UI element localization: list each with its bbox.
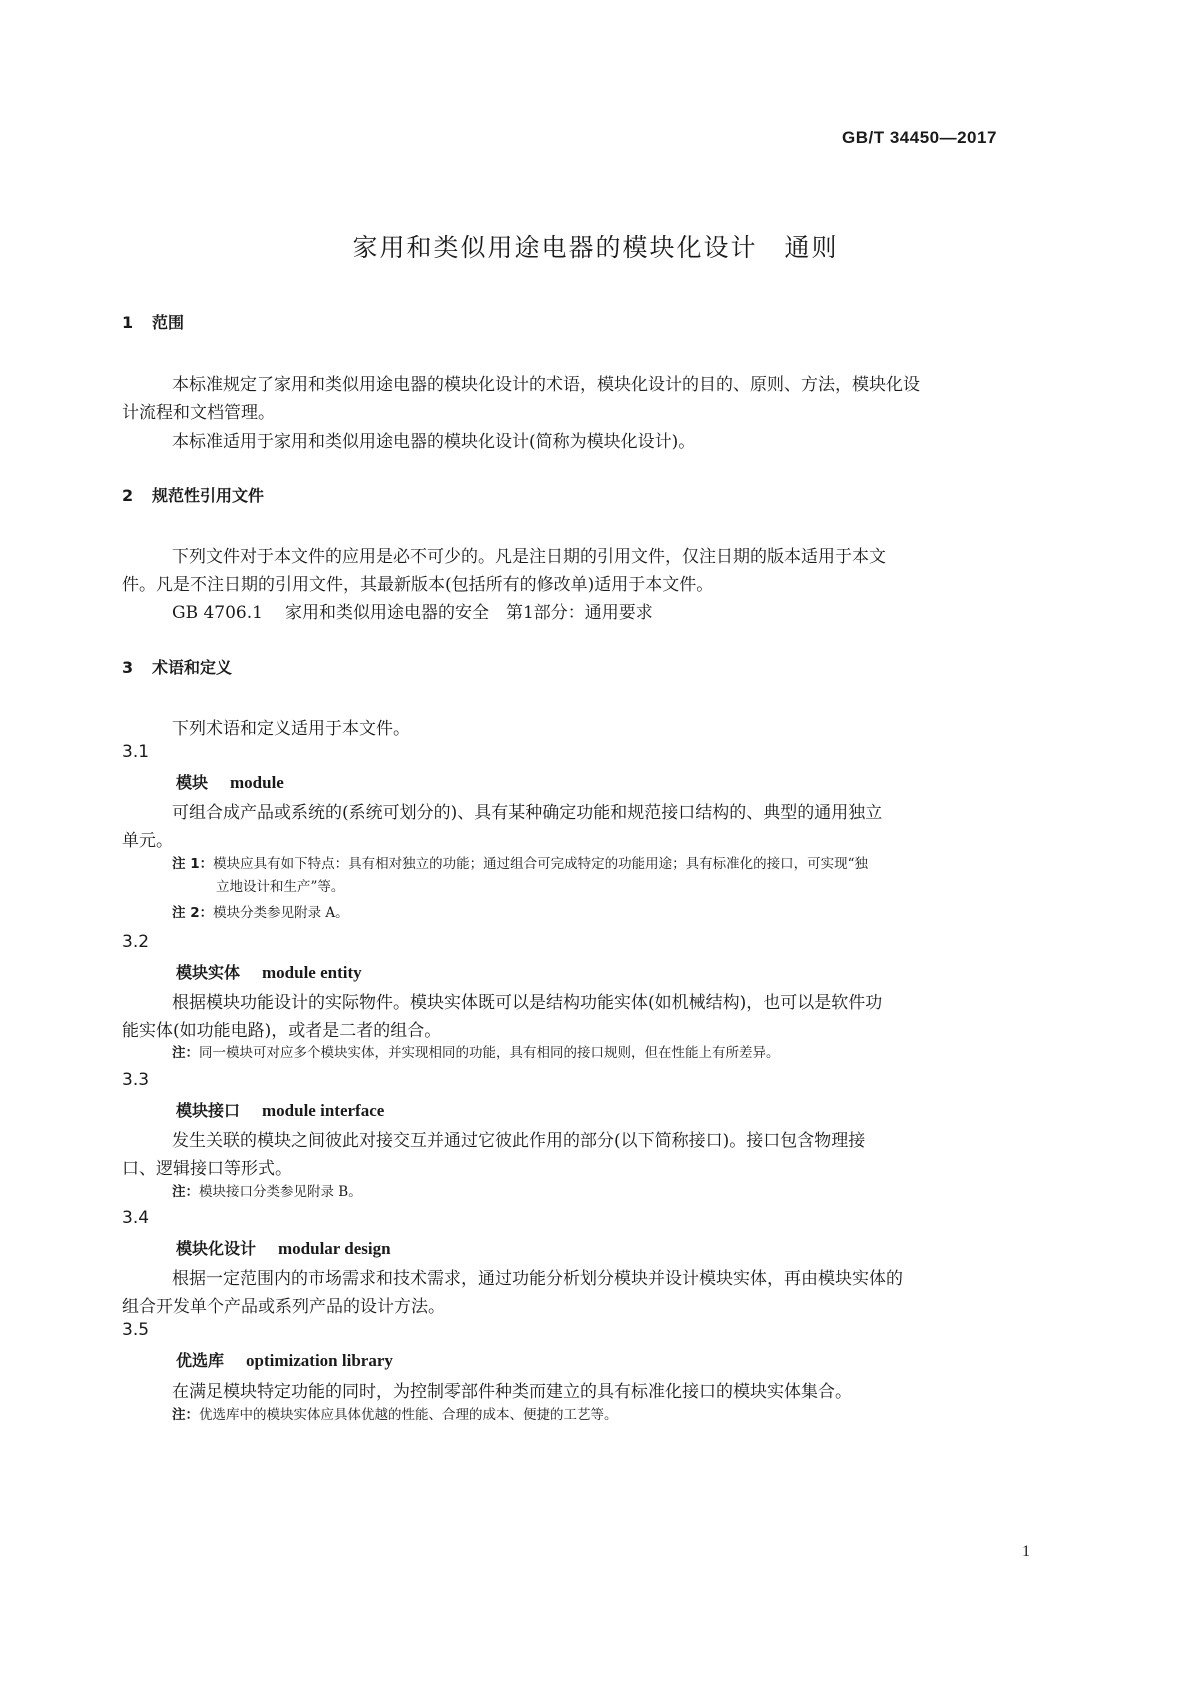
section-2-heading: [122, 483, 264, 506]
paragraph-line: 本标准规定了家用和类似用途电器的模块化设计的术语，模块化设计的目的、原则、方法，模块化设: [172, 375, 920, 395]
note-continuation: 立地设计和生产”等。: [216, 879, 345, 895]
section-3-heading: [122, 655, 232, 678]
term-en: module entity: [262, 963, 362, 982]
clause-number: 3.2: [122, 932, 150, 952]
term-heading: [176, 1098, 384, 1121]
note: [172, 1404, 618, 1427]
paragraph-line: 件。凡是不注日期的引用文件，其最新版本(包括所有的修改单)适用于本文件。: [122, 575, 714, 595]
standard-code: GB/T 34450—2017: [842, 128, 997, 147]
reference-code: GB 4706.1: [172, 603, 263, 623]
note-label: 注：: [172, 1407, 199, 1423]
note-label: 注：: [172, 1184, 199, 1200]
clause-number: 3.3: [122, 1070, 150, 1090]
note-label: 注 1：: [172, 856, 214, 872]
definition-line: 能实体(如功能电路)，或者是二者的组合。: [122, 1021, 442, 1041]
section-1-heading: [122, 310, 184, 333]
section-number: 3: [122, 658, 134, 677]
term-en: modular design: [278, 1239, 391, 1258]
page-number: 1: [1022, 1543, 1030, 1560]
clause-number: 3.1: [122, 742, 150, 762]
clause-number: 3.5: [122, 1320, 150, 1340]
document-title: 家用和类似用途电器的模块化设计 通则: [352, 233, 839, 262]
paragraph-line: 下列文件对于本文件的应用是必不可少的。凡是注日期的引用文件，仅注日期的版本适用于本文: [172, 547, 886, 567]
definition-line: 可组合成产品或系统的(系统可划分的)、具有某种确定功能和规范接口结构的、典型的通用独立: [172, 803, 883, 823]
section-number: 2: [122, 486, 134, 505]
term-zh: 模块实体: [176, 963, 241, 982]
term-zh: 模块化设计: [176, 1239, 257, 1258]
note: [172, 902, 349, 925]
note-text: 优选库中的模块实体应具体优越的性能、合理的成本、便捷的工艺等。: [199, 1407, 618, 1423]
paragraph: 下列术语和定义适用于本文件。: [172, 719, 410, 739]
term-heading: [176, 770, 284, 793]
note: [172, 853, 868, 876]
definition-line: 在满足模块特定功能的同时，为控制零部件种类而建立的具有标准化接口的模块实体集合。: [172, 1382, 852, 1402]
note: [172, 1181, 362, 1204]
term-zh: 优选库: [176, 1351, 225, 1370]
paragraph: 本标准适用于家用和类似用途电器的模块化设计(简称为模块化设计)。: [172, 432, 696, 452]
section-number: 1: [122, 313, 134, 332]
note-label: 注 2：: [172, 905, 214, 921]
term-zh: 模块: [176, 773, 209, 792]
term-heading: [176, 1348, 393, 1371]
note-text: 模块接口分类参见附录 B。: [199, 1184, 362, 1200]
definition-line: 根据一定范围内的市场需求和技术需求，通过功能分析划分模块并设计模块实体，再由模块实体的: [172, 1269, 903, 1289]
section-title: 术语和定义: [152, 658, 233, 677]
term-heading: [176, 960, 362, 983]
definition-line: 组合开发单个产品或系列产品的设计方法。: [122, 1297, 445, 1317]
clause-number: 3.4: [122, 1208, 150, 1228]
term-en: module interface: [262, 1101, 385, 1120]
term-en: optimization library: [246, 1351, 393, 1370]
term-en: module: [230, 773, 284, 792]
definition-line: 口、逻辑接口等形式。: [122, 1159, 292, 1179]
section-title: 范围: [152, 313, 185, 332]
reference-title: 家用和类似用途电器的安全 第1部分：通用要求: [284, 603, 653, 623]
note-text: 同一模块可对应多个模块实体，并实现相同的功能，具有相同的接口规则，但在性能上有所差异。: [199, 1045, 780, 1061]
note-text: 模块分类参见附录 A。: [213, 905, 349, 921]
note-label: 注：: [172, 1045, 199, 1061]
paragraph-line: 计流程和文档管理。: [122, 403, 275, 423]
section-title: 规范性引用文件: [152, 486, 265, 505]
note-text: 模块应具有如下特点：具有相对独立的功能；通过组合可完成特定的功能用途；具有标准化的接口，可实现“独: [213, 856, 868, 872]
normative-reference: [172, 598, 653, 623]
definition-line: 根据模块功能设计的实际物件。模块实体既可以是结构功能实体(如机械结构)，也可以是软件功: [172, 993, 883, 1013]
term-zh: 模块接口: [176, 1101, 241, 1120]
definition-line: 单元。: [122, 831, 173, 851]
term-heading: [176, 1236, 391, 1259]
definition-line: 发生关联的模块之间彼此对接交互并通过它彼此作用的部分(以下简称接口)。接口包含物理接: [172, 1131, 866, 1151]
note: [172, 1042, 780, 1065]
